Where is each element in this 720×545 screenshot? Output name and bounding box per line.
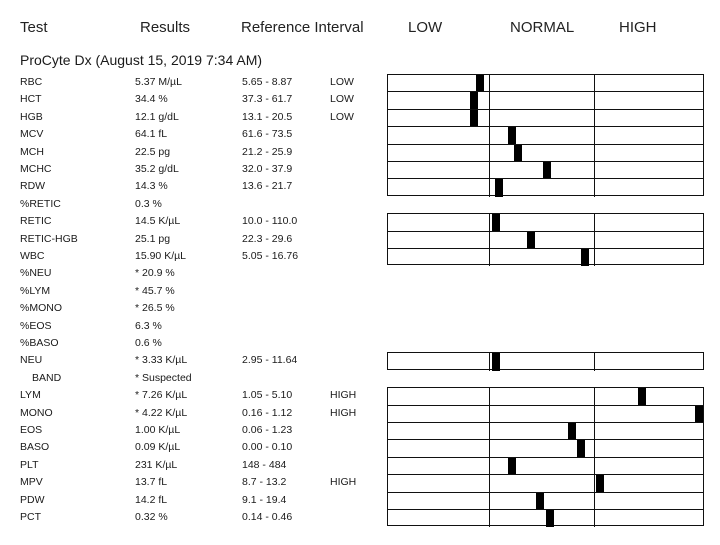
range-gauge (387, 126, 704, 143)
range-gauge (387, 248, 704, 265)
test-name: PDW (20, 493, 45, 506)
result-marker (492, 214, 500, 231)
low-normal-divider (489, 144, 490, 162)
test-name: HGB (20, 110, 43, 123)
range-gauge (387, 91, 704, 108)
result-value: * 26.5 % (135, 302, 175, 315)
normal-high-divider (594, 109, 595, 127)
low-normal-divider (489, 248, 490, 266)
table-row (0, 300, 720, 317)
test-name: %MONO (20, 302, 62, 315)
range-gauge (387, 352, 704, 369)
low-normal-divider (489, 109, 490, 127)
result-value: 231 K/µL (135, 458, 178, 471)
result-value: 1.00 K/µL (135, 424, 181, 436)
range-gauge (387, 161, 704, 178)
low-normal-divider (489, 474, 490, 492)
result-marker (577, 440, 585, 457)
header-high: HIGH (619, 19, 657, 36)
reference-interval: 5.05 - 16.76 (242, 250, 299, 262)
test-name: %BASO (20, 337, 59, 349)
result-marker (546, 510, 554, 527)
result-value: 0.6 % (135, 337, 162, 349)
test-name: WBC (20, 250, 45, 262)
result-marker (470, 92, 478, 109)
table-row (0, 335, 720, 352)
low-normal-divider (489, 387, 490, 405)
result-value: 0.32 % (135, 511, 168, 523)
table-row (0, 352, 720, 369)
table-row (0, 161, 720, 178)
test-name: RETIC (20, 215, 52, 228)
header-test: Test (20, 19, 48, 36)
test-name: RETIC-HGB (20, 232, 78, 245)
range-gauge (387, 178, 704, 195)
result-marker (568, 423, 576, 440)
range-gauge (387, 439, 704, 456)
status-flag: HIGH (330, 389, 357, 402)
result-value: 0.09 K/µL (135, 441, 181, 454)
low-normal-divider (489, 91, 490, 109)
test-name: LYM (20, 389, 41, 402)
reference-interval: 13.1 - 20.5 (242, 110, 293, 123)
panel-title: ProCyte Dx (August 15, 2019 7:34 AM) (20, 52, 263, 68)
test-name: MCHC (20, 163, 52, 175)
test-name: MONO (20, 406, 53, 419)
range-gauge (387, 405, 704, 422)
test-name: %EOS (20, 319, 52, 332)
reference-interval: 13.6 - 21.7 (242, 180, 293, 193)
result-value: * 20.9 % (135, 267, 175, 280)
result-marker (508, 127, 516, 144)
result-marker (508, 458, 516, 475)
result-marker (536, 493, 544, 510)
normal-high-divider (594, 387, 595, 405)
test-name: BASO (20, 441, 50, 454)
range-gauge (387, 213, 704, 230)
result-value: 15.90 K/µL (135, 250, 187, 262)
test-name: HCT (20, 93, 42, 106)
table-row (0, 265, 720, 282)
low-normal-divider (489, 457, 490, 475)
table-row (0, 283, 720, 300)
result-marker (495, 179, 503, 196)
result-value: 12.1 g/dL (135, 110, 179, 123)
range-gauge (387, 509, 704, 526)
reference-interval: 21.2 - 25.9 (242, 145, 293, 158)
normal-high-divider (594, 178, 595, 196)
test-name: MCH (20, 145, 44, 158)
normal-high-divider (594, 91, 595, 109)
result-value: 0.3 % (135, 197, 162, 210)
range-gauge (387, 457, 704, 474)
status-flag: LOW (330, 76, 354, 88)
normal-high-divider (594, 213, 595, 231)
result-value: 35.2 g/dL (135, 163, 179, 175)
normal-high-divider (594, 126, 595, 144)
range-gauge (387, 109, 704, 126)
table-row (0, 318, 720, 335)
table-row (0, 492, 720, 509)
reference-interval: 32.0 - 37.9 (242, 163, 293, 175)
result-value: * 45.7 % (135, 284, 175, 297)
normal-high-divider (594, 248, 595, 266)
result-value: 34.4 % (135, 93, 168, 106)
table-row (0, 231, 720, 248)
range-gauge (387, 492, 704, 509)
normal-high-divider (594, 231, 595, 249)
normal-high-divider (594, 492, 595, 510)
normal-high-divider (594, 439, 595, 457)
result-marker (543, 162, 551, 179)
normal-high-divider (594, 144, 595, 162)
result-marker (527, 232, 535, 249)
test-name: RDW (20, 180, 46, 193)
table-row (0, 422, 720, 439)
table-row (0, 196, 720, 213)
header-low: LOW (408, 19, 443, 36)
normal-high-divider (594, 161, 595, 179)
status-flag: HIGH (330, 476, 357, 489)
status-flag: HIGH (330, 406, 357, 419)
reference-interval: 0.06 - 1.23 (242, 424, 293, 436)
low-normal-divider (489, 492, 490, 510)
table-row (0, 178, 720, 195)
reference-interval: 0.16 - 1.12 (242, 406, 293, 419)
table-row (0, 91, 720, 108)
result-value: 64.1 fL (135, 128, 168, 141)
low-normal-divider (489, 74, 490, 92)
test-name: %NEU (20, 267, 52, 280)
table-row (0, 248, 720, 265)
test-name: MPV (20, 476, 43, 489)
result-marker (514, 145, 522, 162)
result-value: * Suspected (135, 371, 192, 384)
reference-interval: 0.14 - 0.46 (242, 511, 293, 523)
table-row (0, 213, 720, 230)
low-normal-divider (489, 405, 490, 423)
result-value: 13.7 fL (135, 476, 168, 489)
test-name: NEU (20, 354, 43, 367)
low-normal-divider (489, 439, 490, 457)
result-value: 5.37 M/µL (135, 76, 182, 88)
result-value: 14.5 K/µL (135, 215, 181, 228)
normal-high-divider (594, 74, 595, 92)
result-marker (476, 75, 484, 92)
table-row (0, 144, 720, 161)
table-row (0, 126, 720, 143)
table-row (0, 474, 720, 491)
normal-high-divider (594, 474, 595, 492)
result-value: 14.2 fL (135, 493, 168, 506)
range-gauge (387, 74, 704, 91)
normal-high-divider (594, 352, 595, 370)
table-row (0, 509, 720, 526)
range-gauge (387, 474, 704, 491)
range-gauge (387, 231, 704, 248)
range-gauge (387, 422, 704, 439)
reference-interval: 22.3 - 29.6 (242, 232, 293, 245)
low-normal-divider (489, 126, 490, 144)
low-normal-divider (489, 509, 490, 527)
header-normal: NORMAL (510, 19, 575, 36)
test-name: PLT (20, 458, 39, 471)
result-marker (596, 475, 604, 492)
header-reference-interval: Reference Interval (241, 19, 364, 36)
low-normal-divider (489, 213, 490, 231)
status-flag: LOW (330, 110, 354, 123)
result-value: 14.3 % (135, 180, 168, 193)
reference-interval: 5.65 - 8.87 (242, 76, 293, 88)
test-name: RBC (20, 76, 43, 88)
result-value: 22.5 pg (135, 145, 171, 158)
table-row (0, 439, 720, 456)
result-value: 25.1 pg (135, 232, 171, 245)
low-normal-divider (489, 178, 490, 196)
test-name: MCV (20, 128, 44, 141)
table-row (0, 405, 720, 422)
test-name: %RETIC (20, 197, 61, 210)
low-normal-divider (489, 231, 490, 249)
result-value: * 4.22 K/µL (135, 406, 188, 419)
normal-high-divider (594, 422, 595, 440)
header-results: Results (140, 19, 191, 36)
test-name: %LYM (20, 284, 51, 297)
result-marker (695, 406, 703, 423)
result-value: 6.3 % (135, 319, 162, 332)
table-row (0, 387, 720, 404)
table-row (0, 370, 720, 387)
reference-interval: 61.6 - 73.5 (242, 128, 293, 141)
status-flag: LOW (330, 93, 354, 106)
range-gauge (387, 144, 704, 161)
reference-interval: 148 - 484 (242, 458, 287, 471)
result-marker (470, 110, 478, 127)
low-normal-divider (489, 161, 490, 179)
test-name: PCT (20, 511, 41, 523)
result-value: * 3.33 K/µL (135, 354, 188, 367)
result-marker (492, 353, 500, 370)
reference-interval: 10.0 - 110.0 (242, 215, 298, 228)
normal-high-divider (594, 457, 595, 475)
reference-interval: 37.3 - 61.7 (242, 93, 293, 106)
result-value: * 7.26 K/µL (135, 389, 188, 402)
test-name: EOS (20, 424, 43, 436)
reference-interval: 8.7 - 13.2 (242, 476, 287, 489)
low-normal-divider (489, 422, 490, 440)
normal-high-divider (594, 509, 595, 527)
table-row (0, 74, 720, 91)
result-marker (638, 388, 646, 405)
table-row (0, 109, 720, 126)
range-gauge (387, 387, 704, 404)
reference-interval: 0.00 - 0.10 (242, 441, 293, 454)
normal-high-divider (594, 405, 595, 423)
table-row (0, 457, 720, 474)
result-marker (581, 249, 589, 266)
test-name: BAND (32, 371, 62, 384)
reference-interval: 2.95 - 11.64 (242, 354, 298, 367)
reference-interval: 9.1 - 19.4 (242, 493, 287, 506)
reference-interval: 1.05 - 5.10 (242, 389, 293, 402)
low-normal-divider (489, 352, 490, 370)
